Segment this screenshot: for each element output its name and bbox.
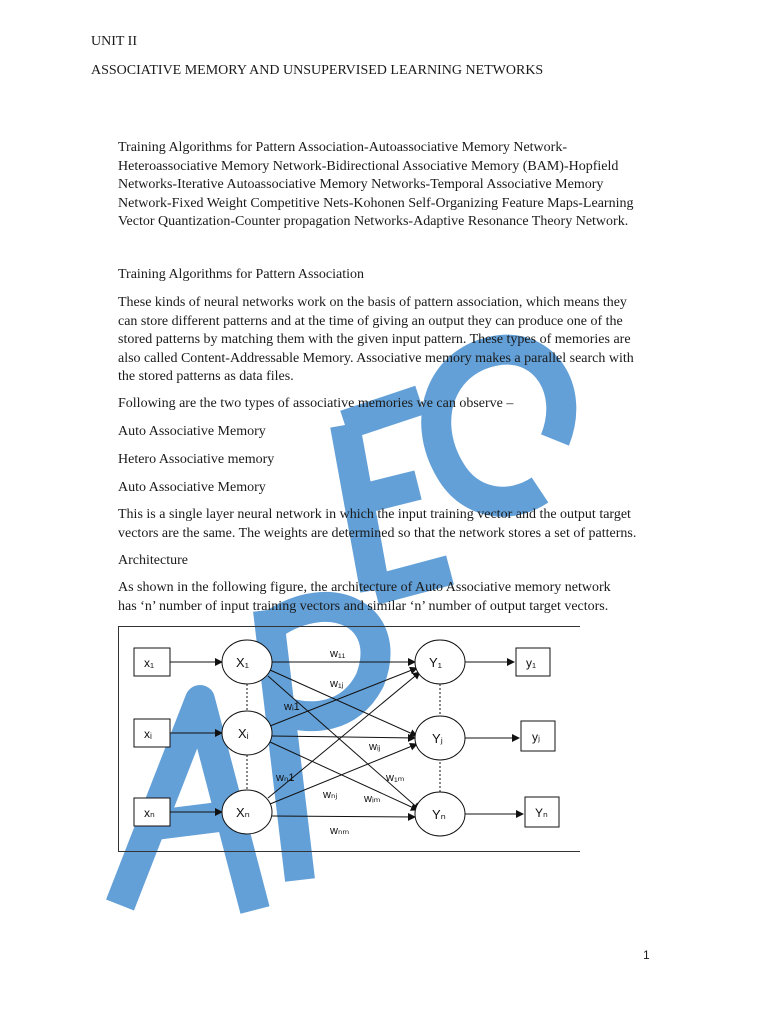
output-unit-label: Yⱼ [432, 731, 443, 746]
output-label: Yₙ [535, 806, 548, 820]
auto-associative-network-diagram [118, 626, 580, 852]
input-label: xᵢ [144, 727, 152, 741]
architecture-paragraph [118, 579, 611, 616]
intro-line: stored patterns by matching them with the given input pattern. These types of memories are [118, 332, 631, 348]
weight-label: wᵢₘ [364, 793, 381, 805]
output-label: y₁ [526, 656, 537, 670]
subheading-auto: Auto Associative Memory [118, 480, 266, 495]
weight-label: wᵢ1 [284, 701, 300, 713]
intro-paragraph [118, 294, 634, 387]
intro-line: These kinds of neural networks work on the basis of pattern association, which means they [118, 295, 627, 310]
input-unit-label: Xₙ [236, 805, 250, 820]
unit-label: UNIT II [91, 34, 138, 49]
syllabus-line: Training Algorithms for Pattern Association-Autoassociative Memory Network- [118, 140, 567, 155]
weight-label: wₙ1 [276, 772, 295, 784]
weight-label: w₁ₘ [386, 772, 405, 784]
input-box-xi [134, 719, 170, 747]
page-number: 1 [643, 948, 650, 962]
types-intro: Following are the two types of associative memories we can observe – [118, 396, 514, 411]
input-label: xₙ [144, 806, 155, 820]
intro-line: also called Content-Addressable Memory. Associative memory makes a parallel search with [118, 350, 634, 366]
type-item-hetero: Hetero Associative memory [118, 452, 275, 467]
syllabus-line: Networks-Iterative Autoassociative Memory Networks-Temporal Associative Memory [118, 177, 604, 193]
weight-label: w₁₁ [330, 648, 346, 660]
syllabus-line: Network-Fixed Weight Competitive Nets-Kohonen Self-Organizing Feature Maps-Learning [118, 195, 634, 211]
output-label: yⱼ [532, 730, 541, 744]
output-unit-label: Yₙ [432, 807, 446, 822]
weight-label: wₙₘ [330, 825, 350, 837]
auto-line: This is a single layer neural network in which the input training vector and the output target [118, 507, 631, 522]
input-unit-label: X₁ [236, 655, 250, 670]
auto-line: vectors are the same. The weights are determined so that the network stores a set of patterns. [118, 525, 637, 541]
syllabus-line: Heteroassociative Memory Network-Bidirectional Associative Memory (BAM)-Hopfield [118, 158, 619, 174]
auto-paragraph [118, 506, 636, 543]
syllabus-line: Vector Quantization-Counter propagation Networks-Adaptive Resonance Theory Network. [118, 214, 629, 230]
architecture-heading: Architecture [118, 553, 188, 568]
type-item-auto: Auto Associative Memory [118, 424, 266, 439]
input-label: x₁ [144, 656, 155, 670]
weight-label: wₙⱼ [323, 789, 338, 801]
intro-line: can store different patterns and at the time of giving an output they can produce one of the [118, 313, 623, 329]
page-title: ASSOCIATIVE MEMORY AND UNSUPERVISED LEARNING NETWORKS [91, 63, 544, 78]
syllabus-paragraph [118, 139, 633, 232]
weight-label: w₁ⱼ [330, 678, 344, 690]
output-unit-label: Y₁ [429, 655, 443, 670]
input-unit-label: Xᵢ [238, 726, 249, 741]
architecture-line: As shown in the following figure, the architecture of Auto Associative memory network [118, 580, 611, 595]
intro-line: the stored patterns as data files. [118, 369, 294, 385]
section-heading: Training Algorithms for Pattern Association [118, 267, 365, 282]
architecture-line: has ‘n’ number of input training vectors and similar ‘n’ number of output target vectors. [118, 598, 609, 614]
weight-label: wᵢⱼ [369, 741, 381, 753]
